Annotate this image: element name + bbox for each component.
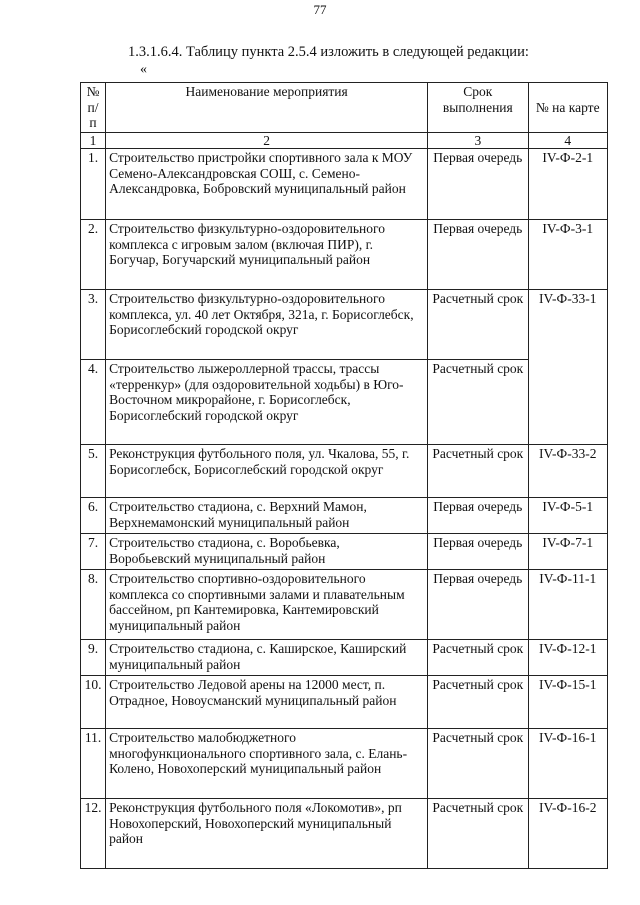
measure-name: Строительство пристройки спортивного зала к МОУ Семено-Александровская СОШ, с. Семено-Александровка, Бобровский муниципальный район: [106, 149, 428, 220]
table-row: [81, 445, 608, 498]
measure-term: Первая очередь: [428, 149, 528, 220]
measure-name: Строительство лыжероллерной трассы, трассы «терренкур» (для оздоровительной ходьбы) в Юго-Восточном микрорайоне, г. Борисоглебск, Борисоглебский городской округ: [106, 360, 428, 445]
measure-term: Расчетный срок: [428, 640, 528, 676]
row-number: 7.: [81, 534, 106, 570]
table-row: [81, 799, 608, 869]
map-code: IV-Ф-33-2: [528, 445, 607, 498]
map-code: IV-Ф-11-1: [528, 570, 607, 640]
measure-name: Строительство спортивно-оздоровительного комплекса со спортивными залами и плавательным бассейном, рп Кантемировка, Кантемировский муниципальный район: [106, 570, 428, 640]
measure-term: Первая очередь: [428, 220, 528, 290]
row-number: 6.: [81, 498, 106, 534]
table-row: [81, 676, 608, 729]
measure-term: Первая очередь: [428, 534, 528, 570]
measures-table: [80, 82, 608, 869]
measure-term: Расчетный срок: [428, 360, 528, 445]
header-term: Срок выполнения: [428, 83, 528, 133]
row-number: 3.: [81, 290, 106, 360]
header-name: Наименование мероприятия: [106, 83, 428, 133]
opening-quote: «: [140, 62, 147, 77]
map-code: IV-Ф-16-2: [528, 799, 607, 869]
map-code: IV-Ф-5-1: [528, 498, 607, 534]
row-number: 10.: [81, 676, 106, 729]
measure-term: Первая очередь: [428, 570, 528, 640]
table-row: [81, 149, 608, 220]
measure-name: Реконструкция футбольного поля «Локомотив», рп Новохоперский, Новохоперский муниципальный район: [106, 799, 428, 869]
row-number: 9.: [81, 640, 106, 676]
measure-name: Строительство физкультурно-оздоровительного комплекса, ул. 40 лет Октября, 321а, г. Борисоглебск, Борисоглебский городской округ: [106, 290, 428, 360]
map-code: IV-Ф-16-1: [528, 729, 607, 799]
measure-term: Расчетный срок: [428, 445, 528, 498]
measure-term: Расчетный срок: [428, 729, 528, 799]
measure-name: Строительство Ледовой арены на 12000 мест, п. Отрадное, Новоусманский муниципальный район: [106, 676, 428, 729]
measure-term: Первая очередь: [428, 498, 528, 534]
row-number: 8.: [81, 570, 106, 640]
map-code: IV-Ф-33-1: [528, 290, 607, 445]
section-heading: 1.3.1.6.4. Таблицу пункта 2.5.4 изложить в следующей редакции:: [128, 44, 529, 60]
table-row: [81, 570, 608, 640]
measure-name: Строительство стадиона, с. Каширское, Каширский муниципальный район: [106, 640, 428, 676]
row-number: 5.: [81, 445, 106, 498]
map-code: IV-Ф-7-1: [528, 534, 607, 570]
table-row: [81, 220, 608, 290]
map-code: IV-Ф-12-1: [528, 640, 607, 676]
index-cell: 1: [81, 132, 106, 149]
measure-name: Строительство малобюджетного многофункционального спортивного зала, с. Елань-Колено, Новохоперский муниципальный район: [106, 729, 428, 799]
row-number: 1.: [81, 149, 106, 220]
table-row: [81, 498, 608, 534]
row-number: 11.: [81, 729, 106, 799]
measure-term: Расчетный срок: [428, 799, 528, 869]
map-code: IV-Ф-2-1: [528, 149, 607, 220]
index-cell: 2: [106, 132, 428, 149]
map-code: IV-Ф-3-1: [528, 220, 607, 290]
page-number: 77: [313, 2, 327, 17]
table-row: [81, 729, 608, 799]
header-num: № п/п: [81, 83, 106, 133]
index-cell: 3: [428, 132, 528, 149]
row-number: 2.: [81, 220, 106, 290]
row-number: 12.: [81, 799, 106, 869]
measure-name: Строительство стадиона, с. Воробьевка, Воробьевский муниципальный район: [106, 534, 428, 570]
measure-name: Строительство стадиона, с. Верхний Мамон, Верхнемамонский муниципальный район: [106, 498, 428, 534]
row-number: 4.: [81, 360, 106, 445]
table-header-row: [81, 83, 608, 133]
measure-term: Расчетный срок: [428, 290, 528, 360]
table-row: [81, 534, 608, 570]
header-map: № на карте: [528, 83, 607, 133]
table-row: [81, 640, 608, 676]
index-cell: 4: [528, 132, 607, 149]
measure-term: Расчетный срок: [428, 676, 528, 729]
map-code: IV-Ф-15-1: [528, 676, 607, 729]
table-row: [81, 290, 608, 360]
table-index-row: [81, 132, 608, 149]
measure-name: Реконструкция футбольного поля, ул. Чкалова, 55, г. Борисоглебск, Борисоглебский городской округ: [106, 445, 428, 498]
measure-name: Строительство физкультурно-оздоровительного комплекса с игровым залом (включая ПИР), г. Богучар, Богучарский муниципальный район: [106, 220, 428, 290]
